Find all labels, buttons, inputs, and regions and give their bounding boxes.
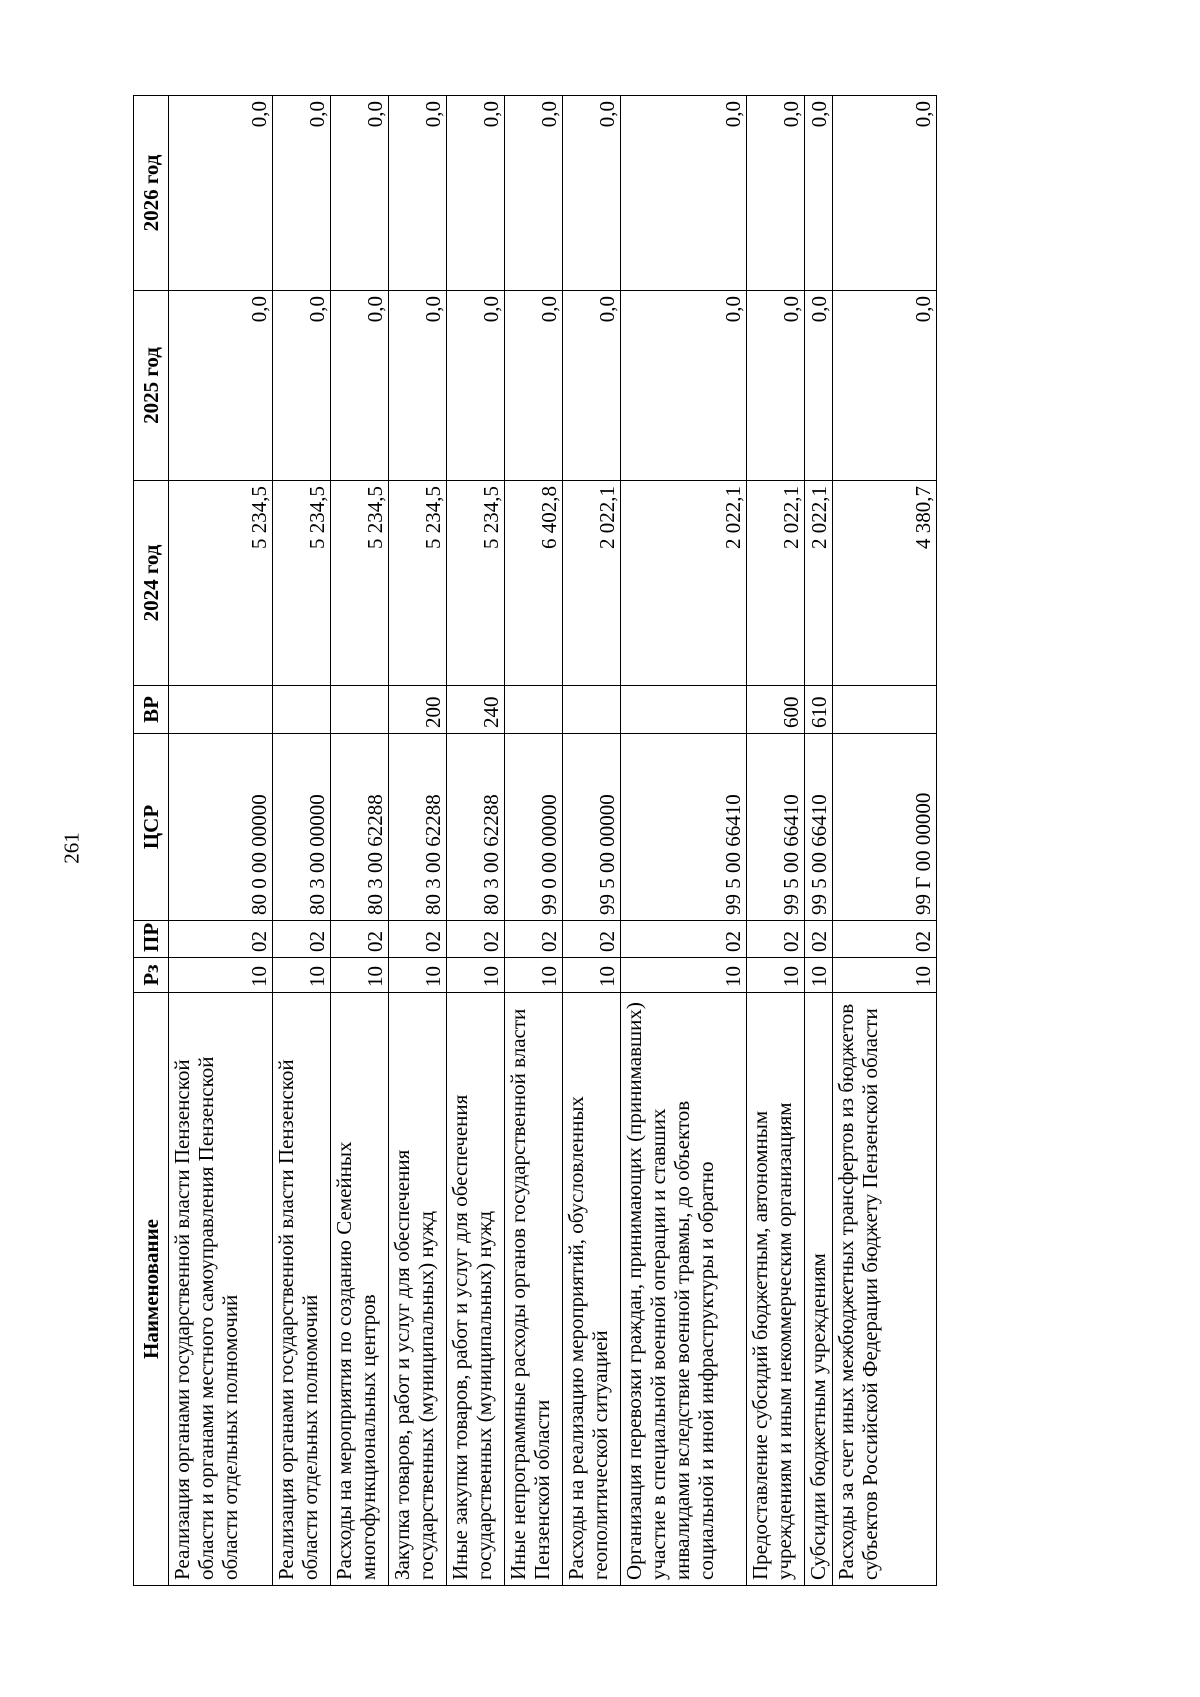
table-row [389,96,447,1586]
table-row [805,96,833,1586]
cell-2024: 4 380,7 [833,481,937,686]
cell-vr [331,686,389,734]
cell-2024: 6 402,8 [505,481,563,686]
cell-2026: 0,0 [563,96,621,291]
cell-name: Иные непрограммные расходы органов государственной власти Пензенской области [505,993,563,1586]
header-pr: ПР [134,921,169,958]
table-row [833,96,937,1586]
cell-name: Реализация органами государственной власти Пензенской области отдельных полномочий [273,993,331,1586]
header-row [134,96,169,1586]
cell-name: Организация перевозки граждан, принимающих (принимавших) участие в специальной военной операции и ставших инвалидами вследствие военной травмы, до объектов социальной и иной инфраструктуры и обратно [621,993,747,1586]
cell-pr: 02 [505,921,563,958]
cell-rz: 10 [747,958,805,993]
cell-vr: 600 [747,686,805,734]
table-row [747,96,805,1586]
cell-rz: 10 [273,958,331,993]
cell-rz: 10 [621,958,747,993]
cell-2026: 0,0 [833,96,937,291]
cell-csr: 99 0 00 00000 [505,734,563,921]
cell-pr: 02 [331,921,389,958]
cell-vr: 200 [389,686,447,734]
header-csr: ЦСР [134,734,169,921]
cell-2026: 0,0 [621,96,747,291]
cell-2025: 0,0 [621,291,747,481]
cell-pr: 02 [273,921,331,958]
header-2025: 2025 год [134,291,169,481]
cell-2025: 0,0 [331,291,389,481]
cell-2026: 0,0 [747,96,805,291]
cell-rz: 10 [331,958,389,993]
cell-pr: 02 [389,921,447,958]
cell-csr: 99 5 00 66410 [805,734,833,921]
cell-vr: 240 [447,686,505,734]
cell-2024: 5 234,5 [389,481,447,686]
rotated-table-container [133,96,935,1586]
cell-name: Реализация органами государственной власти Пензенской области и органами местного самоуправления Пензенской области отдельных полномочий [169,993,273,1586]
cell-pr: 02 [833,921,937,958]
cell-2024: 2 022,1 [805,481,833,686]
budget-table [133,95,937,1586]
cell-name: Расходы на мероприятия по созданию Семейных многофункциональных центров [331,993,389,1586]
cell-2024: 5 234,5 [169,481,273,686]
cell-rz: 10 [505,958,563,993]
cell-2026: 0,0 [505,96,563,291]
cell-vr [621,686,747,734]
header-name: Наименование [134,993,169,1586]
table-row [169,96,273,1586]
cell-2024: 2 022,1 [621,481,747,686]
cell-rz: 10 [447,958,505,993]
cell-2024: 5 234,5 [447,481,505,686]
header-2026: 2026 год [134,96,169,291]
table-row [273,96,331,1586]
table-row [563,96,621,1586]
cell-2026: 0,0 [805,96,833,291]
header-2024: 2024 год [134,481,169,686]
cell-csr: 99 5 00 66410 [621,734,747,921]
cell-vr [169,686,273,734]
cell-2026: 0,0 [331,96,389,291]
cell-rz: 10 [169,958,273,993]
cell-vr: 610 [805,686,833,734]
cell-2026: 0,0 [273,96,331,291]
cell-name: Закупка товаров, работ и услуг для обеспечения государственных (муниципальных) нужд [389,993,447,1586]
cell-2026: 0,0 [169,96,273,291]
table-row [331,96,389,1586]
cell-csr: 80 3 00 00000 [273,734,331,921]
table-row [505,96,563,1586]
cell-2025: 0,0 [505,291,563,481]
cell-2025: 0,0 [805,291,833,481]
cell-2025: 0,0 [563,291,621,481]
cell-rz: 10 [833,958,937,993]
cell-name: Иные закупки товаров, работ и услуг для обеспечения государственных (муниципальных) нужд [447,993,505,1586]
cell-2025: 0,0 [747,291,805,481]
cell-2024: 2 022,1 [747,481,805,686]
cell-2024: 5 234,5 [331,481,389,686]
cell-pr: 02 [447,921,505,958]
cell-pr: 02 [621,921,747,958]
cell-pr: 02 [747,921,805,958]
cell-rz: 10 [389,958,447,993]
cell-csr: 80 0 00 00000 [169,734,273,921]
cell-2025: 0,0 [273,291,331,481]
header-vr: ВР [134,686,169,734]
cell-rz: 10 [563,958,621,993]
cell-2024: 5 234,5 [273,481,331,686]
cell-vr [833,686,937,734]
cell-vr [505,686,563,734]
cell-csr: 99 Г 00 00000 [833,734,937,921]
cell-name: Расходы за счет иных межбюджетных трансфертов из бюджетов субъектов Российской Федерации бюджету Пензенской области [833,993,937,1586]
cell-2025: 0,0 [389,291,447,481]
table-row [621,96,747,1586]
cell-name: Предоставление субсидий бюджетным, автономным учреждениям и иным некоммерческим организациям [747,993,805,1586]
cell-2026: 0,0 [389,96,447,291]
cell-name: Субсидии бюджетным учреждениям [805,993,833,1586]
cell-vr [273,686,331,734]
cell-name: Расходы на реализацию мероприятий, обусловленных геополитической ситуацией [563,993,621,1586]
cell-csr: 99 5 00 00000 [563,734,621,921]
cell-pr: 02 [169,921,273,958]
cell-vr [563,686,621,734]
cell-csr: 80 3 00 62288 [447,734,505,921]
table-row [447,96,505,1586]
cell-2025: 0,0 [447,291,505,481]
cell-csr: 80 3 00 62288 [331,734,389,921]
cell-2025: 0,0 [169,291,273,481]
cell-2024: 2 022,1 [563,481,621,686]
cell-rz: 10 [805,958,833,993]
page-number: 261 [59,832,84,864]
cell-csr: 99 5 00 66410 [747,734,805,921]
header-rz: Рз [134,958,169,993]
cell-pr: 02 [563,921,621,958]
cell-2026: 0,0 [447,96,505,291]
cell-csr: 80 3 00 62288 [389,734,447,921]
cell-pr: 02 [805,921,833,958]
cell-2025: 0,0 [833,291,937,481]
